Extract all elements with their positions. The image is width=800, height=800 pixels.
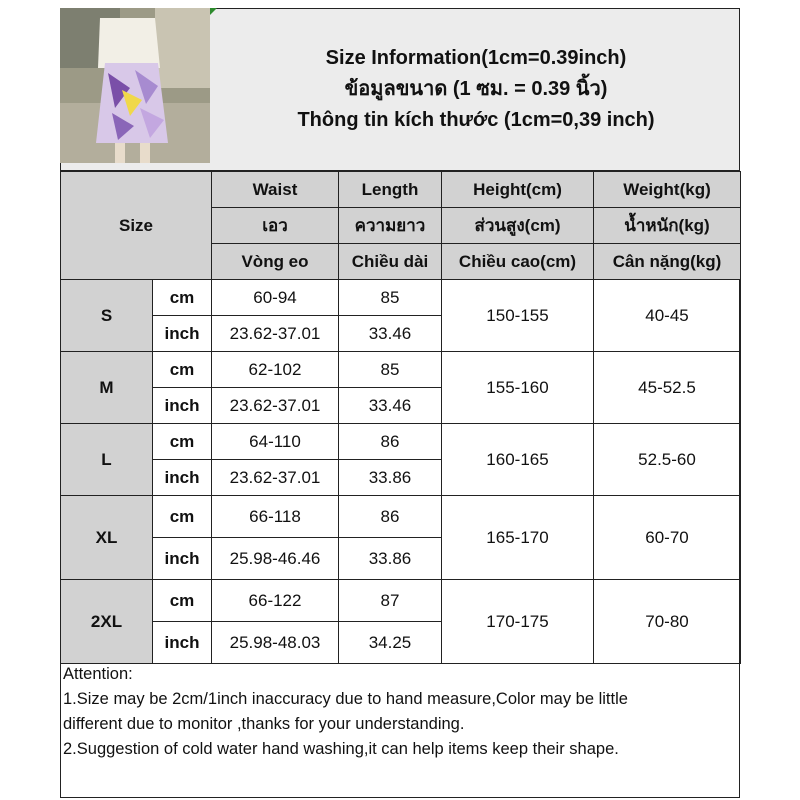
waist-cm: 66-122 bbox=[212, 580, 339, 622]
col-weight-th: น้ำหนัก(kg) bbox=[594, 208, 741, 244]
length-cm: 85 bbox=[339, 280, 442, 316]
unit-inch: inch bbox=[153, 460, 212, 496]
col-height-th: ส่วนสูง(cm) bbox=[442, 208, 594, 244]
unit-cm: cm bbox=[153, 496, 212, 538]
attention-note-2: 2.Suggestion of cold water hand washing,it can help items keep their shape. bbox=[63, 740, 619, 758]
waist-cm: 66-118 bbox=[212, 496, 339, 538]
waist-inch: 25.98-48.03 bbox=[212, 622, 339, 664]
unit-inch: inch bbox=[153, 622, 212, 664]
length-cm: 86 bbox=[339, 424, 442, 460]
attention-title: Attention: bbox=[63, 665, 133, 683]
weight-range: 70-80 bbox=[594, 580, 741, 664]
size-header: Size bbox=[61, 172, 212, 280]
unit-cm: cm bbox=[153, 280, 212, 316]
col-waist-en: Waist bbox=[212, 172, 339, 208]
weight-range: 45-52.5 bbox=[594, 352, 741, 424]
col-waist-th: เอว bbox=[212, 208, 339, 244]
waist-cm: 60-94 bbox=[212, 280, 339, 316]
attention-note-1b: different due to monitor ,thanks for your understanding. bbox=[63, 715, 465, 733]
col-length-en: Length bbox=[339, 172, 442, 208]
waist-cm: 64-110 bbox=[212, 424, 339, 460]
col-weight-en: Weight(kg) bbox=[594, 172, 741, 208]
size-label-xl: XL bbox=[61, 496, 153, 580]
length-inch: 33.46 bbox=[339, 316, 442, 352]
length-inch: 33.86 bbox=[339, 460, 442, 496]
height-range: 155-160 bbox=[442, 352, 594, 424]
height-range: 170-175 bbox=[442, 580, 594, 664]
size-label-2xl: 2XL bbox=[61, 580, 153, 664]
length-cm: 86 bbox=[339, 496, 442, 538]
height-range: 160-165 bbox=[442, 424, 594, 496]
weight-range: 52.5-60 bbox=[594, 424, 741, 496]
waist-inch: 23.62-37.01 bbox=[212, 316, 339, 352]
title-english: Size Information(1cm=0.39inch) bbox=[325, 47, 627, 69]
size-label-m: M bbox=[61, 352, 153, 424]
length-inch: 34.25 bbox=[339, 622, 442, 664]
unit-cm: cm bbox=[153, 424, 212, 460]
waist-cm: 62-102 bbox=[212, 352, 339, 388]
size-label-l: L bbox=[61, 424, 153, 496]
attention-notes bbox=[63, 662, 733, 762]
size-info-titles bbox=[212, 8, 740, 171]
waist-inch: 23.62-37.01 bbox=[212, 388, 339, 424]
length-inch: 33.86 bbox=[339, 538, 442, 580]
size-table bbox=[60, 171, 741, 664]
height-range: 150-155 bbox=[442, 280, 594, 352]
title-thai: ข้อมูลขนาด (1 ซม. = 0.39 นิ้ว) bbox=[344, 78, 608, 100]
title-vietnamese: Thông tin kích thước (1cm=0,39 inch) bbox=[297, 109, 655, 131]
waist-inch: 23.62-37.01 bbox=[212, 460, 339, 496]
col-length-vi: Chiều dài bbox=[339, 244, 442, 280]
unit-inch: inch bbox=[153, 538, 212, 580]
col-height-vi: Chiều cao(cm) bbox=[442, 244, 594, 280]
col-height-en: Height(cm) bbox=[442, 172, 594, 208]
length-inch: 33.46 bbox=[339, 388, 442, 424]
product-photo bbox=[60, 8, 210, 163]
weight-range: 60-70 bbox=[594, 496, 741, 580]
col-weight-vi: Cân nặng(kg) bbox=[594, 244, 741, 280]
col-length-th: ความยาว bbox=[339, 208, 442, 244]
unit-cm: cm bbox=[153, 580, 212, 622]
attention-note-1a: 1.Size may be 2cm/1inch inaccuracy due to hand measure,Color may be little bbox=[63, 690, 628, 708]
model-wearing-skirt-image bbox=[60, 8, 210, 163]
weight-range: 40-45 bbox=[594, 280, 741, 352]
size-label-s: S bbox=[61, 280, 153, 352]
height-range: 165-170 bbox=[442, 496, 594, 580]
length-cm: 85 bbox=[339, 352, 442, 388]
unit-inch: inch bbox=[153, 316, 212, 352]
unit-inch: inch bbox=[153, 388, 212, 424]
length-cm: 87 bbox=[339, 580, 442, 622]
unit-cm: cm bbox=[153, 352, 212, 388]
waist-inch: 25.98-46.46 bbox=[212, 538, 339, 580]
col-waist-vi: Vòng eo bbox=[212, 244, 339, 280]
